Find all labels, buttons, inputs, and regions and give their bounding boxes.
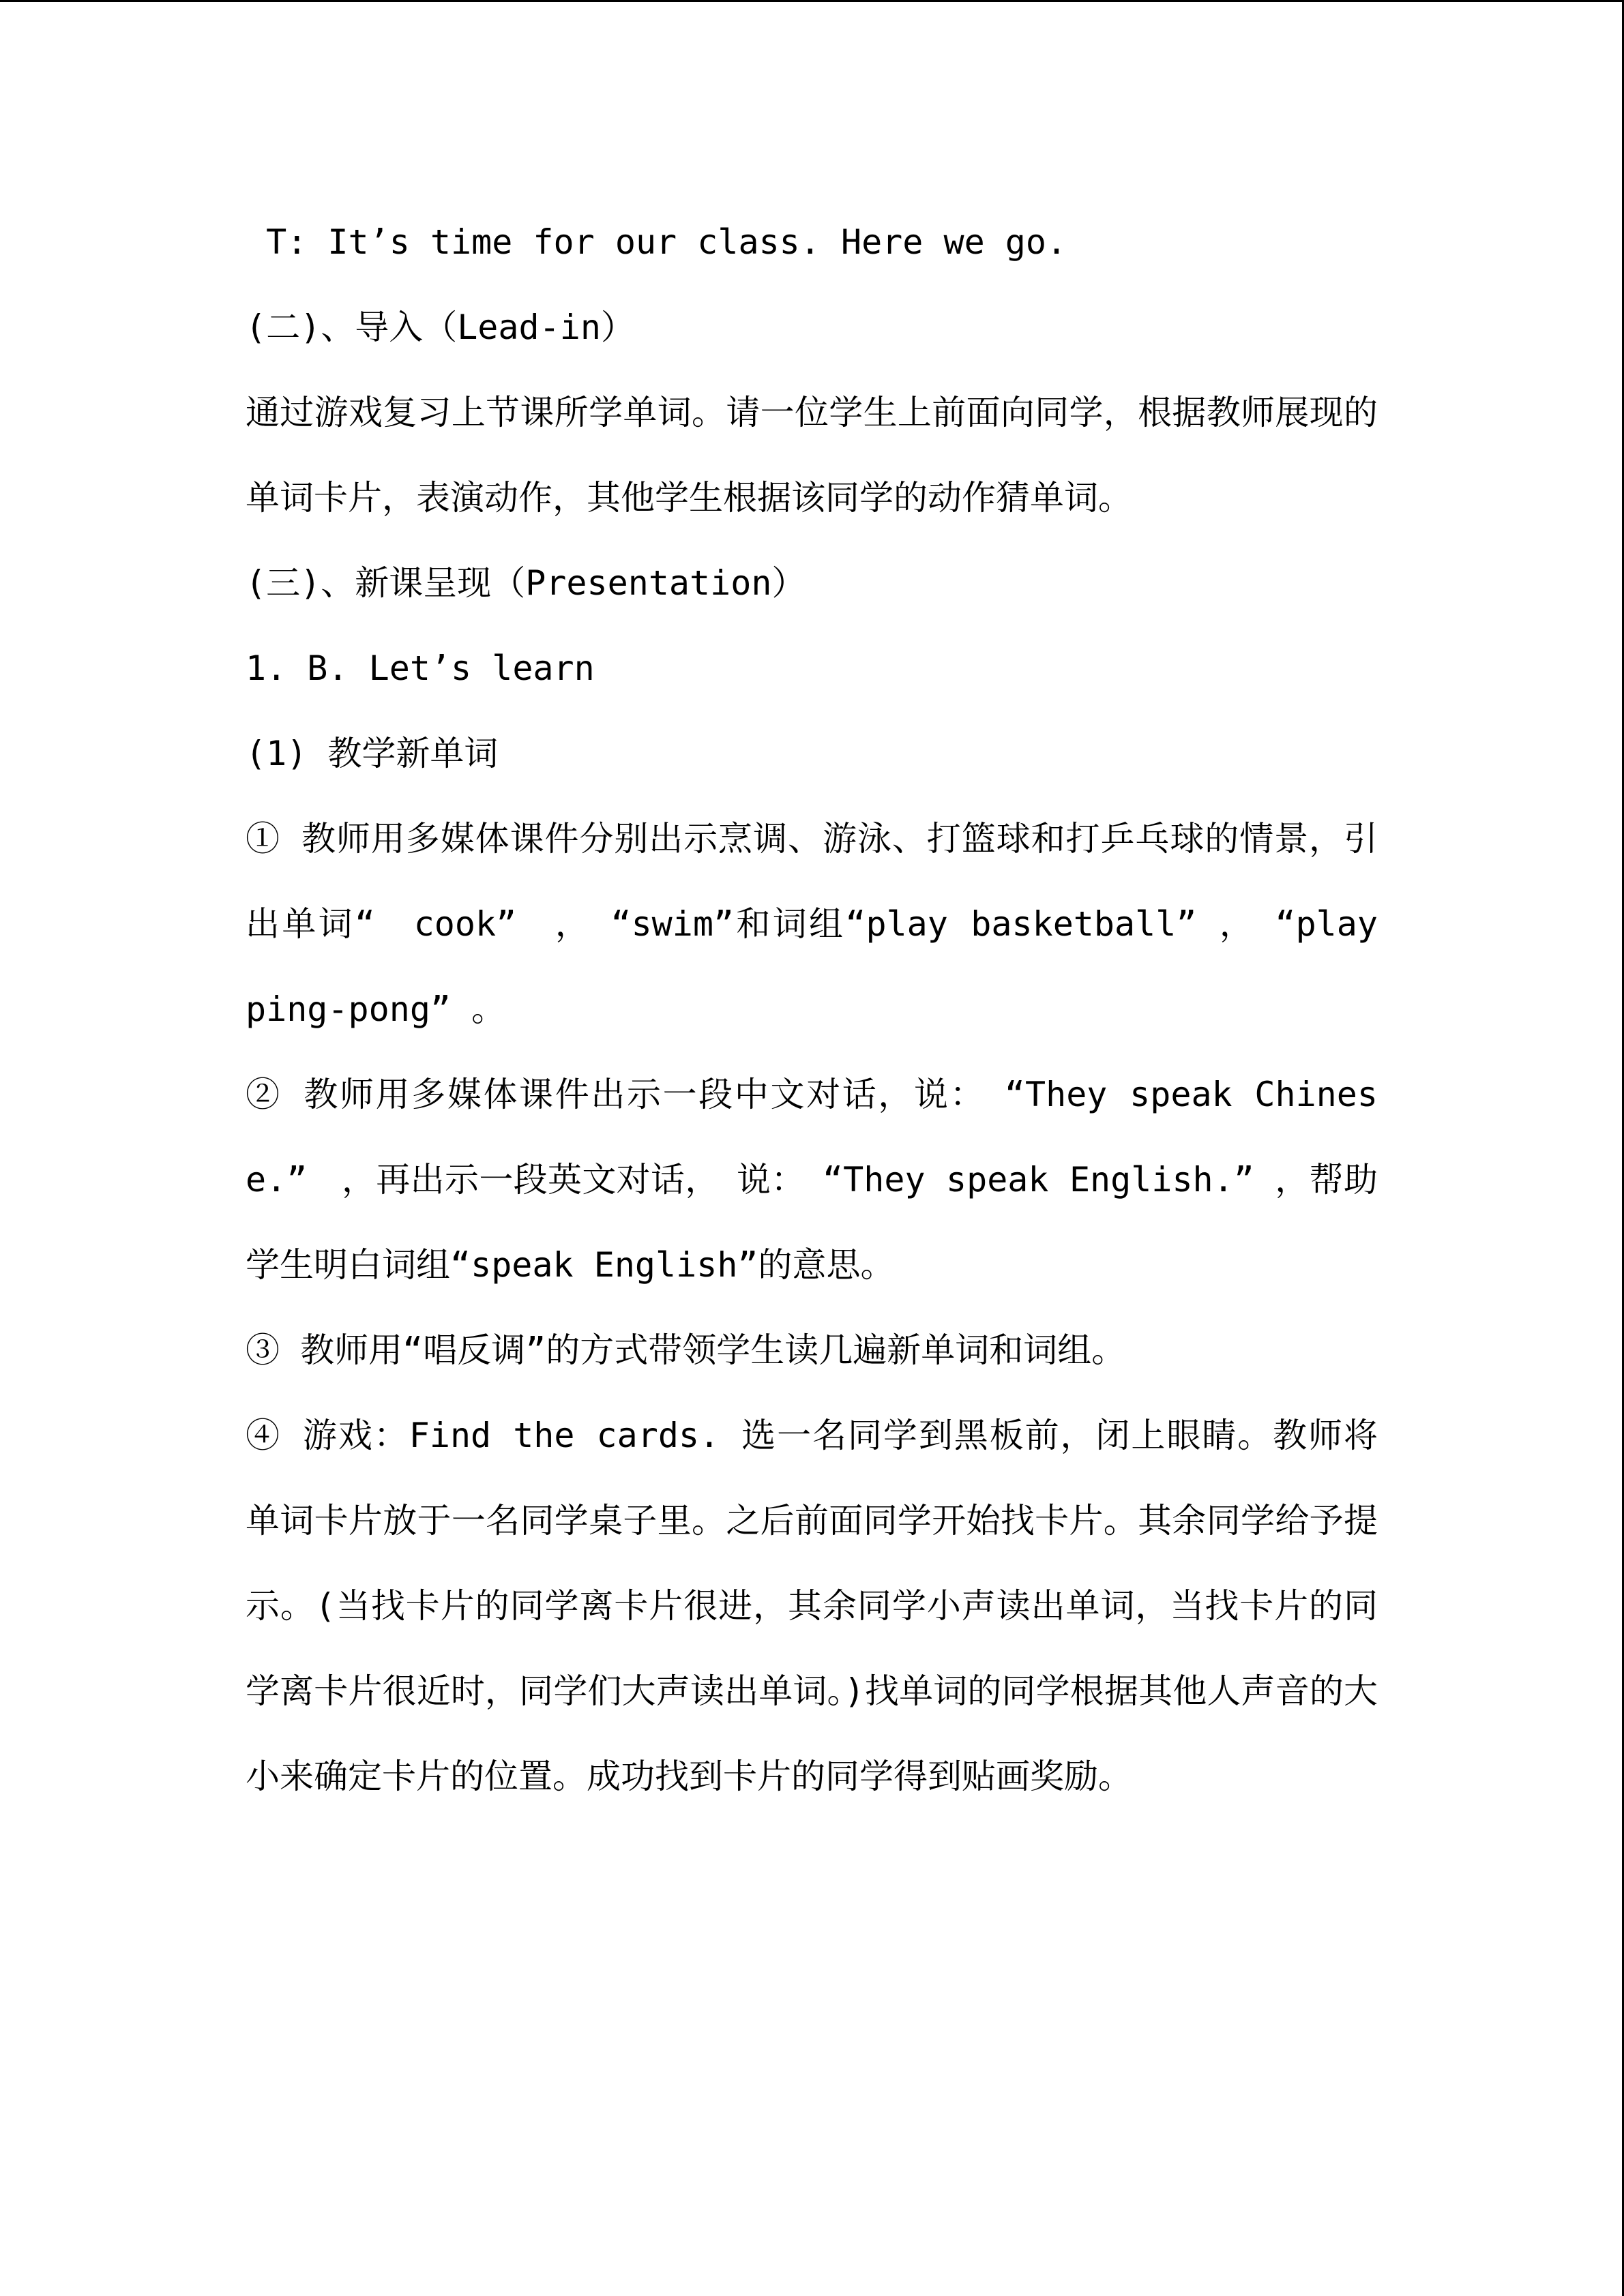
list-item-4: ④ 游戏：Find the cards. 选一名同学到黑板前，闭上眼睛。教师将单词卡片放于一名同学桌子里。之后前面同学开始找卡片。其余同学给予提示。(当找卡片的同学离卡片很进，其余同学小声读出单词，当找卡片的同学离卡片很近时，同学们大声读出单词。)找单词的同学根据其他人声音的大小来确定卡片的位置。成功找到卡片的同学得到贴画奖励。 [246,1416,1378,1796]
subheading-lets-learn: 1. B. Let’s learn [246,648,595,688]
dialogue-line: T: It’s time for our class. Here we go. [246,222,1067,262]
paragraph-leadin: 通过游戏复习上节课所学单词。请一位学生上前面向同学，根据教师展现的单词卡片，表演动作，其他学生根据该同学的动作猜单词。 [246,393,1378,518]
list-item-1: ① 教师用多媒体课件分别出示烹调、游泳、打篮球和打乒乓球的情景，引出单词“ cook” ， “swim”和词组“play basketball” ， “play ping-pong” 。 [246,819,1378,1029]
document-body [246,200,1378,1819]
list-item-2: ② 教师用多媒体课件出示一段中文对话，说： “They speak Chinese.” ，再出示一段英文对话， 说： “They speak English.” ，帮助学生明白词组“speak English”的意思。 [246,1075,1378,1285]
subheading-new-words: (1) 教学新单词 [246,734,499,773]
list-item-3: ③ 教师用“唱反调”的方式带领学生读几遍新单词和词组。 [246,1330,1126,1370]
section-heading-leadin: (二)、导入（Lead-in） [246,308,635,347]
section-heading-presentation: (三)、新课呈现（Presentation） [246,563,806,603]
